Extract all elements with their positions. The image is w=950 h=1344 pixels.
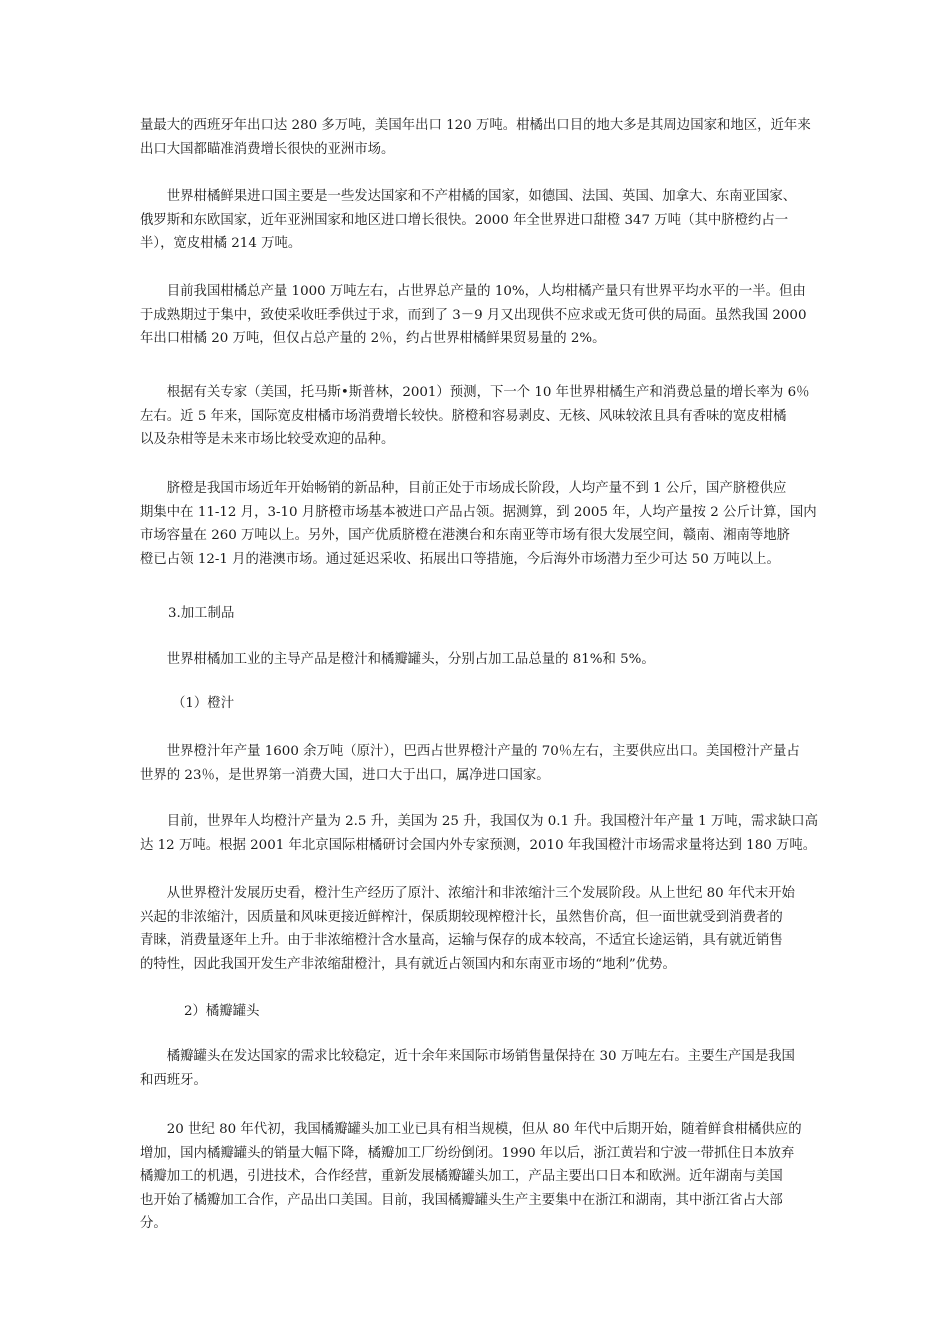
paragraph-juice-production — [140, 740, 818, 787]
text-line: 橘瓣加工的机遇，引进技术，合作经营，重新发展橘瓣罐头加工，产品主要出口日本和欧洲。近年湖南与美国 — [140, 1169, 783, 1184]
text-line: 市场容量在 260 万吨以上。另外，国产优质脐橙在港澳台和东南亚等市场有很大发展空间，赣南、湘南等地脐 — [140, 528, 791, 543]
paragraph-juice-per-capita — [140, 810, 818, 857]
text-line: 和西班牙。 — [140, 1072, 207, 1088]
text-line: 世界的 23％，是世界第一消费大国，进口大于出口，属净进口国家。 — [140, 767, 550, 783]
text-line: 左右。近 5 年来，国际宽皮柑橘市场消费增长较快。脐橙和容易剥皮、无核、风味较浓且具有香味的宽皮柑橘 — [140, 408, 787, 424]
text-line: 俄罗斯和东欧国家，近年亚洲国家和地区进口增长很快。2000 年全世界进口甜橙 347 万吨（其中脐橙约占一 — [140, 212, 789, 228]
paragraph-import-countries — [140, 185, 818, 256]
text-line: 脐橙是我国市场近年开始畅销的新品种，目前正处于市场成长阶段，人均产量不到 1 公斤，国产脐橙供应 — [140, 481, 787, 496]
text-line: 20 世纪 80 年代初，我国橘瓣罐头加工业已具有相当规模，但从 80 年代中后期开始，随着鲜食柑橘供应的 — [140, 1122, 802, 1137]
text-line: 根据有关专家（美国，托马斯•斯普林，2001）预测，下一个 10 年世界柑橘生产和消费总量的增长率为 6％ — [140, 385, 810, 400]
subheading-orange-juice: （1）橙汁 — [172, 696, 235, 711]
text-line: 期集中在 11-12 月，3-10 月脐橙市场基本被进口产品占领。据测算，到 2005 年，人均产量按 2 公斤计算，国内 — [140, 504, 817, 520]
text-line: 目前，世界年人均橙汁产量为 2.5 升，美国为 25 升，我国仅为 0.1 升。我国橙汁年产量 1 万吨，需求缺口高 — [140, 814, 818, 829]
text-line: 青睐，消费量逐年上升。由于非浓缩橙汁含水量高，运输与保存的成本较高，不适宜长途运销，具有就近销售 — [140, 933, 783, 948]
text-line: 量最大的西班牙年出口达 280 多万吨，美国年出口 120 万吨。柑橘出口目的地大多是其周边国家和地区，近年来 — [140, 118, 811, 133]
text-line: 橙已占领 12-1 月的港澳市场。通过延迟采收、拓展出口等措施，今后海外市场潜力至少可达 50 万吨以上。 — [140, 551, 780, 567]
text-line: 于成熟期过于集中，致使采收旺季供过于求，而到了 3－9 月又出现供不应求或无货可供的局面。虽然我国 2000 — [140, 307, 807, 323]
text-line: 世界柑橘鲜果进口国主要是一些发达国家和不产柑橘的国家，如德国、法国、英国、加拿大、东南亚国家、 — [140, 189, 797, 204]
text-line: 橘瓣罐头在发达国家的需求比较稳定，近十余年来国际市场销售量保持在 30 万吨左右。主要生产国是我国 — [140, 1049, 795, 1064]
text-line: 世界橙汁年产量 1600 余万吨（原汁），巴西占世界橙汁产量的 70％左右，主要供应出口。美国橙汁产量占 — [140, 744, 800, 759]
section-heading-processed-products: 3.加工制品 — [168, 606, 235, 621]
paragraph-processing-industry — [140, 648, 818, 672]
paragraph-canned-demand — [140, 1045, 818, 1092]
text-line: 兴起的非浓缩汁，因质量和风味更接近鲜榨汁，保质期较现榨橙汁长，虽然售价高，但一面世就受到消费者的 — [140, 909, 783, 925]
text-line: 目前我国柑橘总产量 1000 万吨左右，占世界总产量的 10%，人均柑橘产量只有世界平均水平的一半。但由 — [140, 284, 806, 299]
text-line: 出口大国都瞄准消费增长很快的亚洲市场。 — [140, 141, 395, 157]
text-line: 达 12 万吨。根据 2001 年北京国际柑橘研讨会国内外专家预测，2010 年我国橙汁市场需求量将达到 180 万吨。 — [140, 837, 817, 853]
text-line: 以及杂柑等是未来市场比较受欢迎的品种。 — [140, 432, 395, 447]
text-line: 分。 — [140, 1216, 167, 1231]
text-line: 从世界橙汁发展历史看，橙汁生产经历了原汁、浓缩汁和非浓缩汁三个发展阶段。从上世纪 80 年代末开始 — [140, 886, 795, 901]
text-line: 也开始了橘瓣加工合作，产品出口美国。目前，我国橘瓣罐头生产主要集中在浙江和湖南，其中浙江省占大部 — [140, 1192, 783, 1208]
paragraph-navel-orange — [140, 477, 818, 571]
paragraph-juice-history — [140, 882, 818, 976]
paragraph-domestic-production — [140, 280, 818, 351]
paragraph-expert-forecast — [140, 381, 818, 452]
text-line: 世界柑橘加工业的主导产品是橙汁和橘瓣罐头，分别占加工品总量的 81%和 5%。 — [140, 652, 655, 667]
subheading-canned-segments: 2）橘瓣罐头 — [184, 1004, 260, 1019]
text-line: 年出口柑橘 20 万吨，但仅占总产量的 2％，约占世界柑橘鲜果贸易量的 2%。 — [140, 331, 606, 346]
paragraph-export-markets — [140, 114, 818, 161]
text-line: 半），宽皮柑橘 214 万吨。 — [140, 236, 302, 251]
paragraph-canned-history — [140, 1118, 818, 1236]
text-line: 的特性，因此我国开发生产非浓缩甜橙汁，具有就近占领国内和东南亚市场的“地利”优势。 — [140, 956, 676, 972]
text-line: 增加，国内橘瓣罐头的销量大幅下降，橘瓣加工厂纷纷倒闭。1990 年以后，浙江黄岩和宁波一带抓住日本放弃 — [140, 1145, 795, 1161]
